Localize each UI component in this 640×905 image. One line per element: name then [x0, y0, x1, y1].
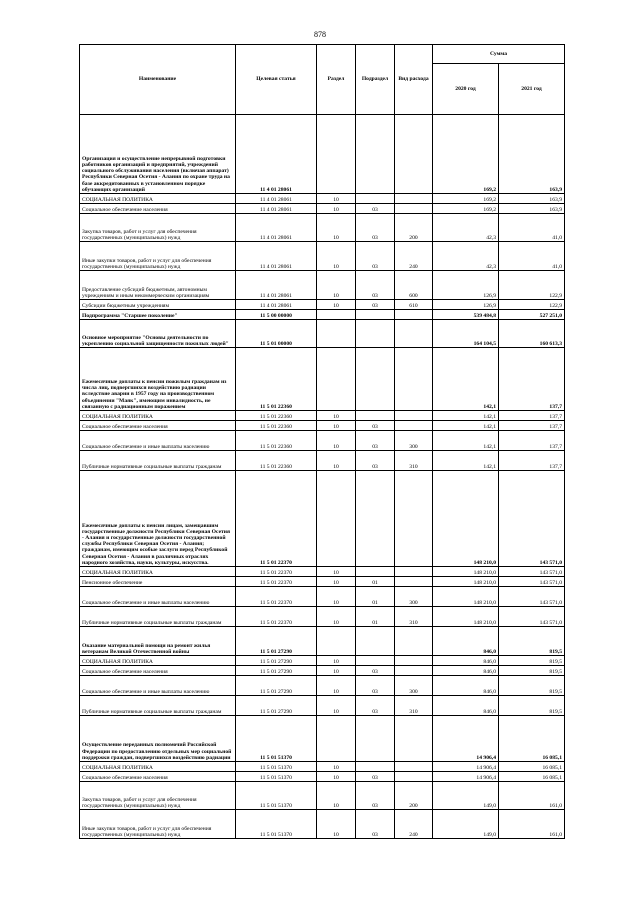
- cell-code: 11 4 01 28061: [236, 242, 317, 271]
- cell-2021: 16 085,1: [499, 772, 565, 782]
- cell-2020: 142,1: [433, 348, 499, 411]
- cell-subsection: [356, 320, 395, 348]
- table-row: [80, 782, 565, 810]
- table-row: [80, 204, 565, 214]
- table-row: [80, 716, 565, 762]
- cell-subsection: [356, 567, 395, 577]
- cell-name: СОЦИАЛЬНАЯ ПОЛИТИКА: [80, 194, 236, 204]
- cell-code: 11 5 01 22360: [236, 348, 317, 411]
- cell-2020: 846,0: [433, 656, 499, 666]
- cell-type: 310: [395, 451, 433, 471]
- cell-type: [395, 656, 433, 666]
- cell-2020: 149,0: [433, 810, 499, 839]
- table-row: [80, 607, 565, 627]
- cell-code: 11 4 01 28061: [236, 115, 317, 194]
- cell-2021: 41,0: [499, 214, 565, 242]
- cell-code: 11 5 01 27290: [236, 676, 317, 696]
- cell-code: 11 5 01 27290: [236, 656, 317, 666]
- cell-code: 11 5 01 22370: [236, 567, 317, 577]
- cell-type: 240: [395, 810, 433, 839]
- cell-type: 610: [395, 300, 433, 310]
- cell-name: Подпрограмма "Старшее поколение": [80, 310, 236, 320]
- cell-subsection: 03: [356, 772, 395, 782]
- cell-2020: 169,2: [433, 194, 499, 204]
- header-subsection: Подраздел: [356, 45, 395, 115]
- cell-code: 11 5 01 22370: [236, 577, 317, 587]
- cell-2020: 14 906,4: [433, 716, 499, 762]
- cell-subsection: [356, 411, 395, 421]
- table-row: [80, 656, 565, 666]
- cell-type: [395, 577, 433, 587]
- cell-2020: 148 210,0: [433, 607, 499, 627]
- cell-2021: 143 571,0: [499, 577, 565, 587]
- table-row: [80, 411, 565, 421]
- cell-name: Предоставление субсидий бюджетным, автономным учреждениям и иным некоммерческим организациям: [80, 271, 236, 300]
- cell-type: [395, 666, 433, 676]
- cell-2021: 137,7: [499, 431, 565, 451]
- cell-2020: 142,1: [433, 431, 499, 451]
- cell-name: Публичные нормативные социальные выплаты гражданам: [80, 451, 236, 471]
- cell-section: 10: [317, 271, 356, 300]
- cell-name: Организация и осуществление непрерывной подготовки работников организаций и предприятий, учреждений социального обслуживания населения (включая аппарат) Республики Северная Осетия - Алания по охране труда на базе аккредитованных в установленном порядке обучающих организаций: [80, 115, 236, 194]
- cell-subsection: 03: [356, 421, 395, 431]
- cell-2021: 819,5: [499, 696, 565, 716]
- cell-code: 11 4 01 28061: [236, 214, 317, 242]
- cell-subsection: 03: [356, 242, 395, 271]
- cell-2021: 137,7: [499, 421, 565, 431]
- table-row: [80, 310, 565, 320]
- cell-section: [317, 627, 356, 656]
- cell-subsection: 03: [356, 696, 395, 716]
- cell-code: 11 4 01 28061: [236, 204, 317, 214]
- cell-2021: 143 571,0: [499, 607, 565, 627]
- cell-2021: 16 085,1: [499, 762, 565, 772]
- cell-name: Закупка товаров, работ и услуг для обеспечения государственных (муниципальных) нужд: [80, 214, 236, 242]
- cell-2020: 148 210,0: [433, 471, 499, 567]
- table-header: [80, 45, 565, 115]
- cell-section: [317, 310, 356, 320]
- cell-name: Социальное обеспечение и иные выплаты населению: [80, 431, 236, 451]
- table-row: [80, 320, 565, 348]
- cell-subsection: [356, 194, 395, 204]
- cell-name: Социальное обеспечение населения: [80, 204, 236, 214]
- cell-2020: 164 104,5: [433, 320, 499, 348]
- cell-subsection: 01: [356, 587, 395, 607]
- cell-2020: 142,1: [433, 411, 499, 421]
- cell-code: 11 4 01 28061: [236, 300, 317, 310]
- table-row: [80, 587, 565, 607]
- cell-type: [395, 716, 433, 762]
- cell-name: СОЦИАЛЬНАЯ ПОЛИТИКА: [80, 762, 236, 772]
- cell-section: 10: [317, 696, 356, 716]
- cell-2020: 846,0: [433, 627, 499, 656]
- cell-subsection: 03: [356, 666, 395, 676]
- cell-section: [317, 471, 356, 567]
- cell-subsection: [356, 115, 395, 194]
- cell-section: 10: [317, 204, 356, 214]
- cell-2021: 819,5: [499, 627, 565, 656]
- cell-type: [395, 320, 433, 348]
- table-row: [80, 300, 565, 310]
- cell-subsection: 03: [356, 300, 395, 310]
- cell-code: 11 5 01 22360: [236, 451, 317, 471]
- cell-type: 600: [395, 271, 433, 300]
- cell-code: 11 5 01 22360: [236, 411, 317, 421]
- table-body: [80, 115, 565, 839]
- cell-section: 10: [317, 810, 356, 839]
- cell-code: 11 5 01 51370: [236, 762, 317, 772]
- cell-2020: 169,2: [433, 115, 499, 194]
- table-row: [80, 772, 565, 782]
- table-row: [80, 348, 565, 411]
- cell-2021: 163,9: [499, 194, 565, 204]
- cell-2020: 539 484,8: [433, 310, 499, 320]
- cell-name: Социальное обеспечение населения: [80, 421, 236, 431]
- cell-name: Ежемесячные доплаты к пенсии пожилым гражданам из числа лиц, подвергшихся воздействию радиации вследствие аварии в 1957 году на производственном объединении "Маяк", имеющим инвалидность, не связанную с радиационным поражением: [80, 348, 236, 411]
- cell-type: [395, 627, 433, 656]
- cell-2020: 126,9: [433, 271, 499, 300]
- cell-code: 11 5 01 22370: [236, 471, 317, 567]
- cell-2021: 41,0: [499, 242, 565, 271]
- cell-2020: 846,0: [433, 666, 499, 676]
- cell-section: 10: [317, 300, 356, 310]
- table-row: [80, 471, 565, 567]
- cell-section: 10: [317, 214, 356, 242]
- cell-code: 11 4 01 28061: [236, 194, 317, 204]
- table-row: [80, 627, 565, 656]
- cell-subsection: 03: [356, 676, 395, 696]
- budget-table: [79, 44, 565, 839]
- cell-2021: 137,7: [499, 411, 565, 421]
- header-2020: 2020 год: [433, 64, 499, 115]
- cell-2021: 163,9: [499, 204, 565, 214]
- cell-name: СОЦИАЛЬНАЯ ПОЛИТИКА: [80, 411, 236, 421]
- cell-section: [317, 115, 356, 194]
- cell-name: Субсидии бюджетным учреждениям: [80, 300, 236, 310]
- cell-type: 300: [395, 676, 433, 696]
- cell-section: 10: [317, 607, 356, 627]
- header-section: Раздел: [317, 45, 356, 115]
- cell-code: 11 5 01 22360: [236, 431, 317, 451]
- cell-section: 10: [317, 421, 356, 431]
- cell-2021: 137,7: [499, 348, 565, 411]
- cell-type: 310: [395, 696, 433, 716]
- cell-2021: 160 613,3: [499, 320, 565, 348]
- cell-2021: 122,9: [499, 300, 565, 310]
- cell-type: [395, 772, 433, 782]
- table-row: [80, 421, 565, 431]
- cell-2021: 143 571,0: [499, 471, 565, 567]
- cell-type: 300: [395, 431, 433, 451]
- table-row: [80, 696, 565, 716]
- cell-section: 10: [317, 676, 356, 696]
- cell-name: Социальное обеспечение населения: [80, 666, 236, 676]
- cell-2021: 163,9: [499, 115, 565, 194]
- cell-code: 11 5 01 51370: [236, 772, 317, 782]
- table-row: [80, 194, 565, 204]
- cell-section: 10: [317, 431, 356, 451]
- cell-subsection: 01: [356, 607, 395, 627]
- cell-code: 11 5 00 00000: [236, 310, 317, 320]
- cell-type: 310: [395, 607, 433, 627]
- page-number: 878: [314, 30, 326, 39]
- cell-2020: 14 906,4: [433, 762, 499, 772]
- cell-subsection: 03: [356, 451, 395, 471]
- cell-name: Социальное обеспечение и иные выплаты населению: [80, 676, 236, 696]
- cell-type: 240: [395, 242, 433, 271]
- cell-subsection: [356, 716, 395, 762]
- cell-code: 11 5 01 27290: [236, 696, 317, 716]
- cell-name: Социальное обеспечение населения: [80, 772, 236, 782]
- cell-section: 10: [317, 656, 356, 666]
- cell-2021: 527 251,0: [499, 310, 565, 320]
- cell-2021: 143 571,0: [499, 567, 565, 577]
- cell-2020: 148 210,0: [433, 567, 499, 577]
- cell-2020: 148 210,0: [433, 577, 499, 587]
- cell-type: 200: [395, 782, 433, 810]
- table-row: [80, 810, 565, 839]
- cell-2020: 148 210,0: [433, 587, 499, 607]
- cell-type: [395, 194, 433, 204]
- cell-section: 10: [317, 577, 356, 587]
- cell-code: 11 5 01 27290: [236, 627, 317, 656]
- cell-2020: 169,2: [433, 204, 499, 214]
- table-row: [80, 242, 565, 271]
- table-row: [80, 115, 565, 194]
- cell-section: 10: [317, 451, 356, 471]
- cell-name: Публичные нормативные социальные выплаты гражданам: [80, 607, 236, 627]
- cell-code: 11 5 01 00000: [236, 320, 317, 348]
- cell-code: 11 5 01 51370: [236, 810, 317, 839]
- cell-2021: 819,5: [499, 666, 565, 676]
- cell-subsection: 03: [356, 810, 395, 839]
- cell-2020: 42,3: [433, 214, 499, 242]
- cell-2020: 142,1: [433, 451, 499, 471]
- cell-2021: 122,9: [499, 271, 565, 300]
- cell-2021: 16 085,1: [499, 716, 565, 762]
- cell-name: Оказание материальной помощи на ремонт жилья ветеранам Великой Отечественной войны: [80, 627, 236, 656]
- cell-type: [395, 348, 433, 411]
- cell-subsection: 03: [356, 204, 395, 214]
- header-name: Наименование: [80, 45, 236, 115]
- cell-section: 10: [317, 567, 356, 577]
- cell-2021: 137,7: [499, 451, 565, 471]
- cell-code: 11 5 01 51370: [236, 716, 317, 762]
- cell-2020: 149,0: [433, 782, 499, 810]
- cell-section: 10: [317, 587, 356, 607]
- cell-name: СОЦИАЛЬНАЯ ПОЛИТИКА: [80, 567, 236, 577]
- cell-name: Осуществление переданных полномочий Российской Федерации по предоставлению отдельных мер социальной поддержки граждан, подвергшихся воздействию радиации: [80, 716, 236, 762]
- cell-type: [395, 762, 433, 772]
- cell-type: [395, 567, 433, 577]
- cell-2021: 161,0: [499, 810, 565, 839]
- cell-subsection: 03: [356, 782, 395, 810]
- cell-name: Закупка товаров, работ и услуг для обеспечения государственных (муниципальных) нужд: [80, 782, 236, 810]
- cell-code: 11 5 01 22370: [236, 587, 317, 607]
- cell-code: 11 5 01 22370: [236, 607, 317, 627]
- cell-2021: 819,5: [499, 676, 565, 696]
- cell-2021: 143 571,0: [499, 587, 565, 607]
- cell-section: 10: [317, 782, 356, 810]
- cell-2020: 126,9: [433, 300, 499, 310]
- cell-code: 11 5 01 51370: [236, 782, 317, 810]
- header-2021: 2021 год: [499, 64, 565, 115]
- cell-name: Основное мероприятие "Основы деятельности по укреплению социальной защищенности пожилых людей": [80, 320, 236, 348]
- cell-type: [395, 204, 433, 214]
- cell-name: Пенсионное обеспечение: [80, 577, 236, 587]
- cell-2021: 819,5: [499, 656, 565, 666]
- cell-subsection: [356, 762, 395, 772]
- cell-subsection: [356, 310, 395, 320]
- table-row: [80, 676, 565, 696]
- cell-type: [395, 411, 433, 421]
- cell-type: [395, 115, 433, 194]
- cell-code: 11 5 01 22360: [236, 421, 317, 431]
- header-type: Вид расхода: [395, 45, 433, 115]
- cell-subsection: [356, 656, 395, 666]
- cell-subsection: [356, 348, 395, 411]
- table-row: [80, 451, 565, 471]
- cell-subsection: 03: [356, 214, 395, 242]
- cell-section: 10: [317, 194, 356, 204]
- cell-section: 10: [317, 772, 356, 782]
- cell-2021: 161,0: [499, 782, 565, 810]
- table-row: [80, 567, 565, 577]
- cell-name: Публичные нормативные социальные выплаты гражданам: [80, 696, 236, 716]
- table-row: [80, 577, 565, 587]
- cell-2020: 142,1: [433, 421, 499, 431]
- cell-name: Ежемесячные доплаты к пенсии лицам, замещавшим государственные должности Республики Северная Осетия - Алания и государственные должности государственной службы Республики Северная Осетия - Алания; гражданам, имеющим особые заслуги перед Республикой Северная Осетия - Алания в различных отраслях народного хозяйства, науки, культуры, искусства.: [80, 471, 236, 567]
- cell-2020: 14 906,4: [433, 772, 499, 782]
- cell-2020: 42,3: [433, 242, 499, 271]
- cell-subsection: 03: [356, 271, 395, 300]
- cell-name: СОЦИАЛЬНАЯ ПОЛИТИКА: [80, 656, 236, 666]
- cell-type: [395, 421, 433, 431]
- cell-section: 10: [317, 411, 356, 421]
- cell-subsection: [356, 471, 395, 567]
- table-row: [80, 214, 565, 242]
- cell-2020: 846,0: [433, 696, 499, 716]
- table-row: [80, 271, 565, 300]
- cell-section: 10: [317, 242, 356, 271]
- cell-code: 11 5 01 27290: [236, 666, 317, 676]
- cell-type: [395, 471, 433, 567]
- cell-section: [317, 348, 356, 411]
- cell-section: 10: [317, 762, 356, 772]
- cell-type: [395, 310, 433, 320]
- table-row: [80, 431, 565, 451]
- header-sum: Сумма: [433, 45, 565, 64]
- cell-name: Социальное обеспечение и иные выплаты населению: [80, 587, 236, 607]
- cell-name: Иные закупки товаров, работ и услуг для обеспечения государственных (муниципальных) нужд: [80, 810, 236, 839]
- cell-type: 200: [395, 214, 433, 242]
- cell-code: 11 4 01 28061: [236, 271, 317, 300]
- table-row: [80, 666, 565, 676]
- table-row: [80, 762, 565, 772]
- cell-type: 300: [395, 587, 433, 607]
- cell-subsection: 01: [356, 577, 395, 587]
- cell-section: [317, 320, 356, 348]
- cell-section: 10: [317, 666, 356, 676]
- cell-subsection: 03: [356, 431, 395, 451]
- header-code: Целевая статья: [236, 45, 317, 115]
- cell-subsection: [356, 627, 395, 656]
- cell-name: Иные закупки товаров, работ и услуг для обеспечения государственных (муниципальных) нужд: [80, 242, 236, 271]
- cell-section: [317, 716, 356, 762]
- cell-2020: 846,0: [433, 676, 499, 696]
